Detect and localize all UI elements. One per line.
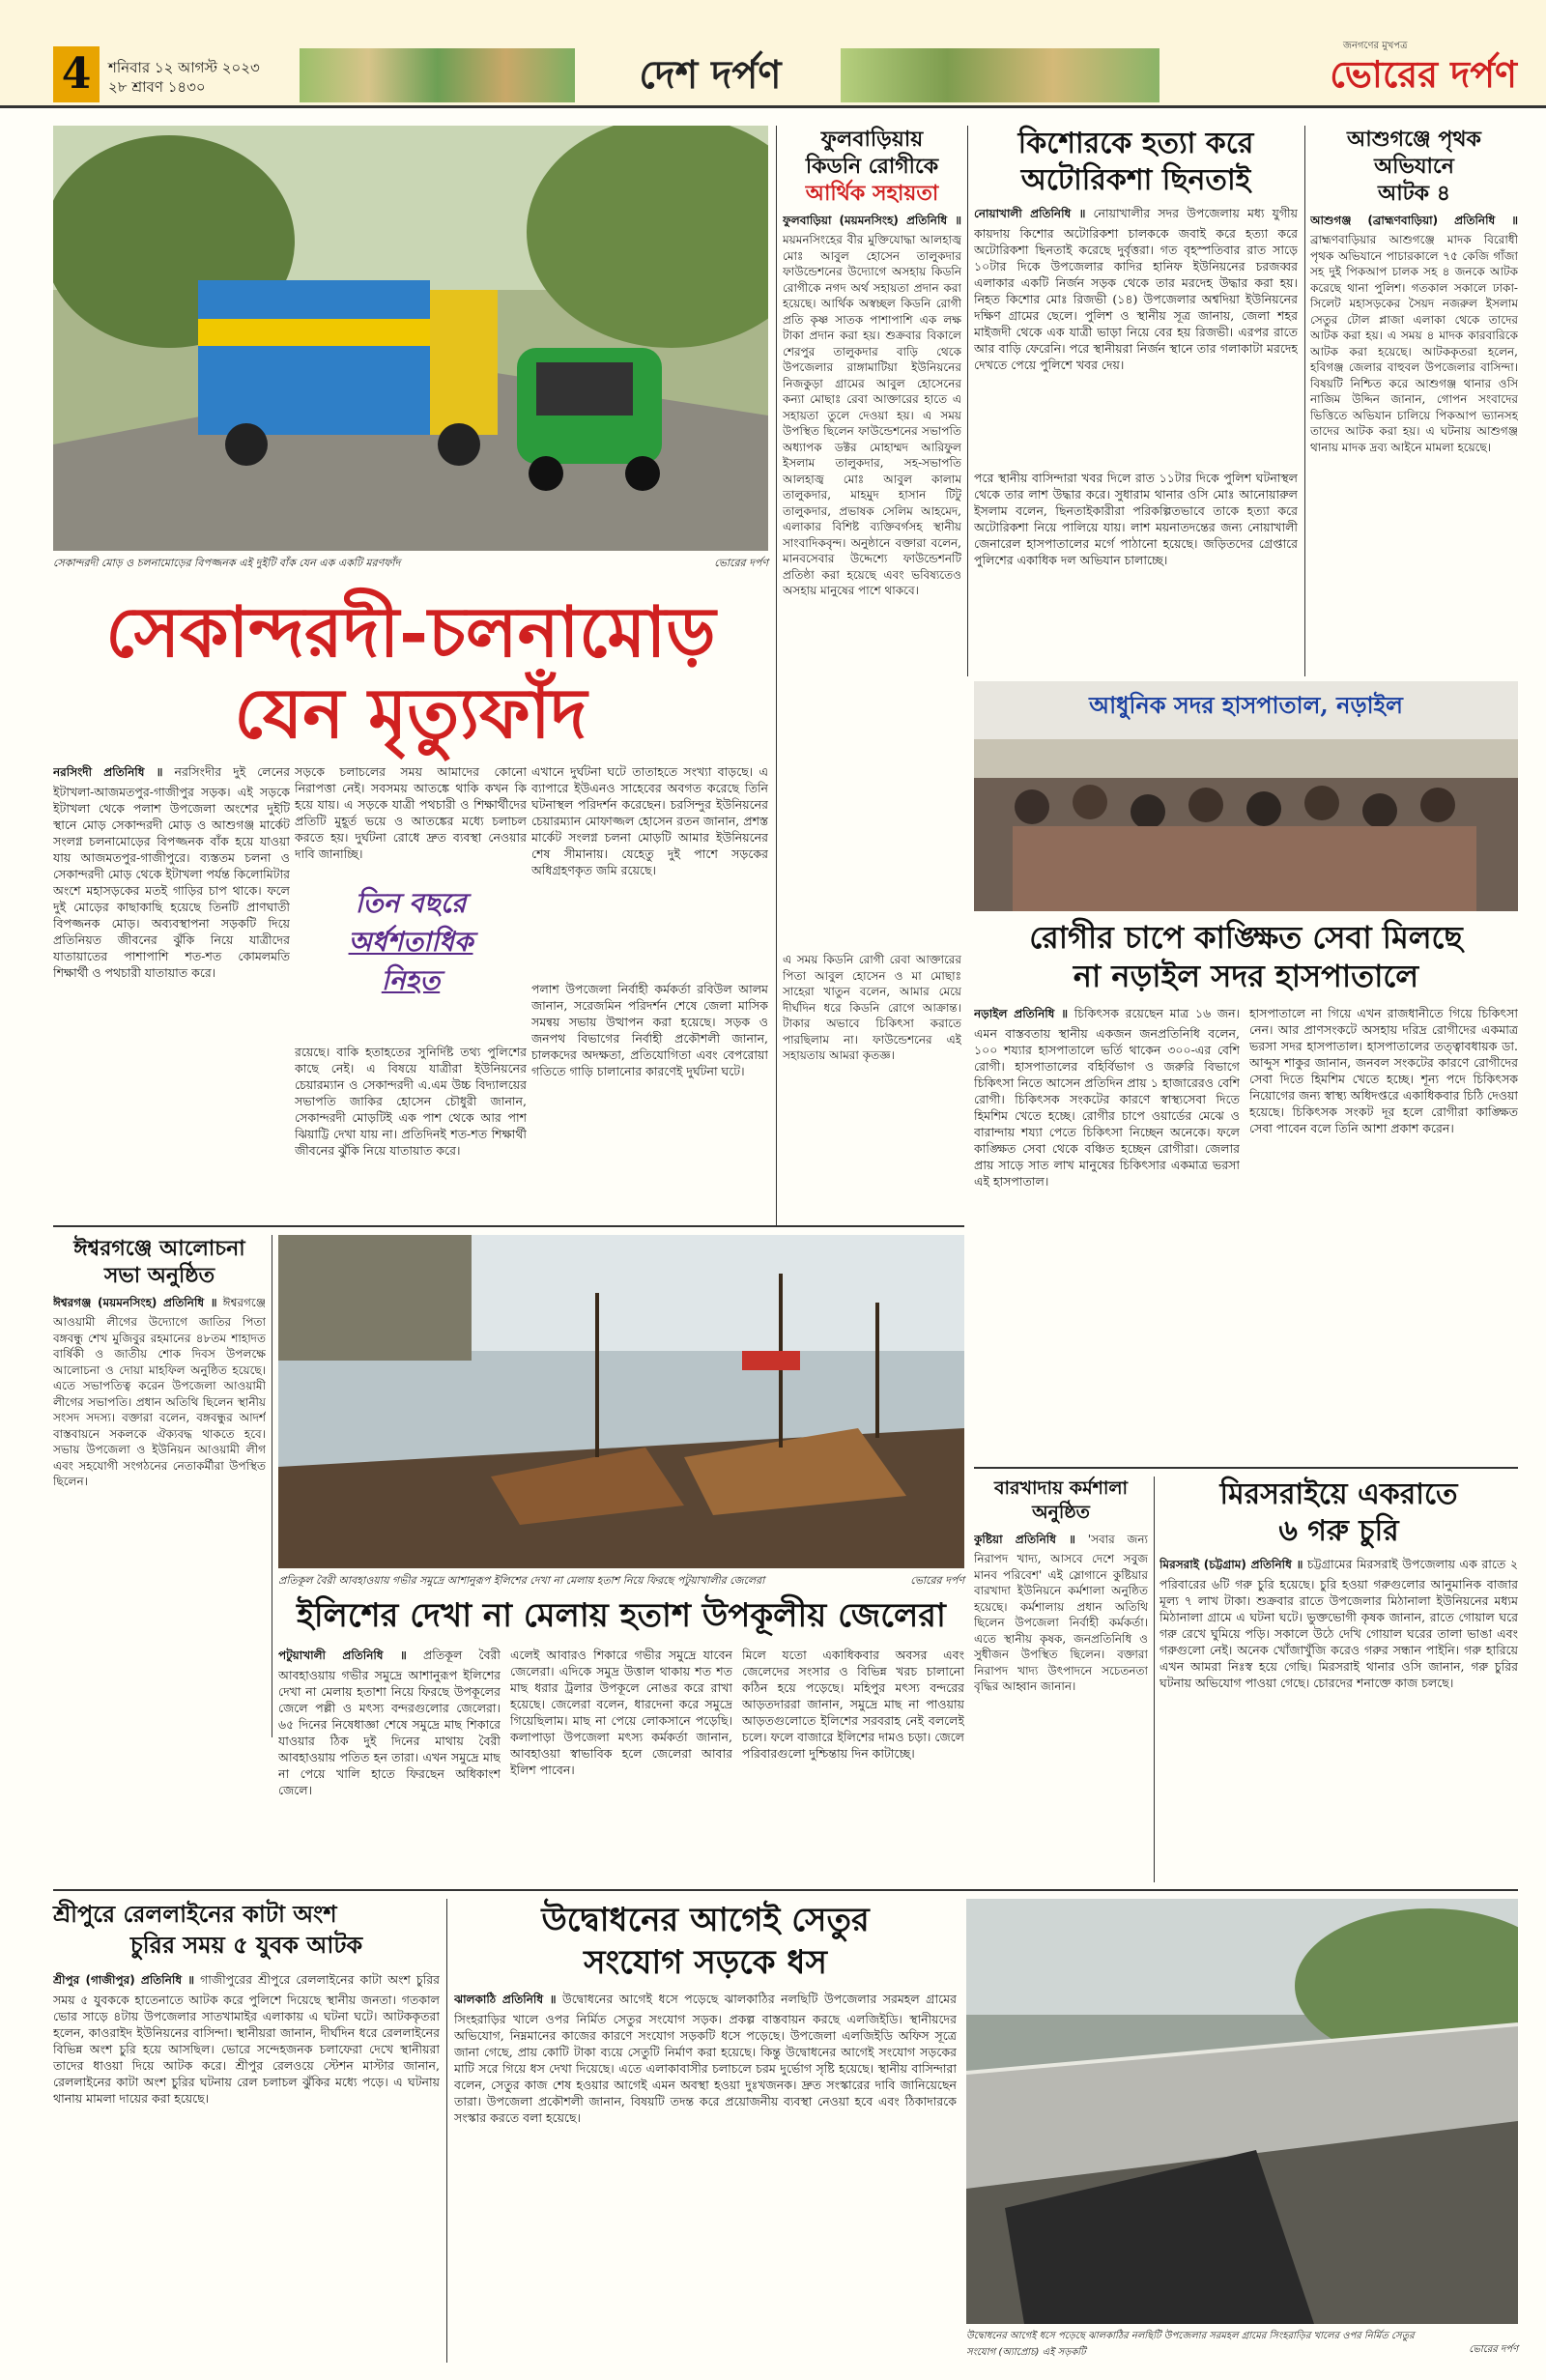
- bridge-photo: [966, 1899, 1518, 2324]
- ashuganj-headline-l1: আশুগঞ্জে পৃথক: [1347, 127, 1481, 152]
- bridge-headline-l1: উদ্বোধনের আগেই সেতুর: [541, 1901, 870, 1939]
- fulbari-text-2: এ সময় কিডনি রোগী রেবা আক্তারের পিতা আবুল হোসেন ও মা মোছাঃ সাহেরা খাতুন বলেন, আমার মেয়ে দীর্ঘদিন ধরে কিডনি রোগে আক্রান্ত। টাকার অভাবে চিকিৎসা করাতে পারছিলাম না। ফাউন্ডেশনের এই সহায়তায় আমরা কৃতজ্ঞ।: [783, 953, 961, 1062]
- lead-photo-image: [53, 126, 768, 551]
- mirsarai-text: চট্টগ্রামের মিরসরাই উপজেলায় এক রাতে ২ পরিবারের ৬টি গরু চুরি হয়েছে। চুরি হওয়া গরুগুলোর আনুমানিক বাজার মূল্য ৭ লাখ টাকা। শুক্রবার রাতে উপজেলার মিঠানালা ইউনিয়নের মধ্যম মিঠানালা গ্রামে এ ঘটনা ঘটে। ভুক্তভোগী কৃষক জানান, রাতে গোয়াল ঘরে গরু রেখে ঘুমিয়ে পড়ি। সকালে উঠে দেখি গোয়াল ঘরের তালা ভাঙা এবং গরুগুলো নেই। অনেক খোঁজাখুঁজি করেও গরুর সন্ধান পাইনি। গরু হারিয়ে এখন আমরা নিঃস্ব হয়ে গেছি। মিরসরাই থানার ওসি জানান, গরু চুরির ঘটনায় অভিযোগ পাওয়া গেছে। চোরদের শনাক্তে কাজ চলছে।: [1160, 1557, 1518, 1690]
- fulbari-headline: [783, 126, 961, 207]
- narail-headline: [974, 918, 1518, 995]
- lead-photo-credit: ভোরের দর্পণ: [714, 557, 768, 569]
- kishore-text-2: পরে স্থানীয় বাসিন্দারা খবর দিলে রাত ১১টার দিকে পুলিশ ঘটনাস্থল থেকে তার লাশ উদ্ধার করে। সুধারাম থানার ওসি মোঃ আনোয়ারুল ইসলাম বলেন, ছিনতাইকারীরা পরিকল্পিতভাবে তাকে হত্যা করে অটোরিকশা নিয়ে পালিয়ে যায়। লাশ ময়নাতদন্তের জন্য নোয়াখালী জেনারেল হাসপাতালের মর্গে পাঠানো হয়েছে। জড়িতদের গ্রেপ্তারে পুলিশের একাধিক দল অভিযান চালাচ্ছে।: [974, 471, 1298, 567]
- lead-photo: [53, 126, 768, 551]
- barkhada-headline: [974, 1477, 1148, 1525]
- narail-col2-text: হাসপাতালে না গিয়ে এখন রাজধানীতে গিয়ে চিকিৎসা নেন। আর প্রাণসংকটে অসহায় দরিদ্র রোগীদের একমাত্র ভরসা সদর হাসপাতাল। হাসপাতালের তত্ত্বাবধায়ক ডা. আব্দুস শাকুর জানান, জনবল সংকটের কারণে রোগীদের সেবা দিতে হিমশিম খেতে হচ্ছে। শূন্য পদে চিকিৎসক নিয়োগের জন্য স্বাস্থ্য অধিদপ্তরে একাধিকবার চিঠি দেওয়া হয়েছে। চিকিৎসক সংকট দূর হলে রোগীরা কাঙ্ক্ষিত সেবা পাবেন বলে তিনি আশা প্রকাশ করেন।: [1249, 1006, 1518, 1135]
- mirsarai-headline-l1: মিরসরাইয়ে একরাতে: [1219, 1477, 1458, 1511]
- divider: [53, 1225, 964, 1227]
- ishwarganj-byline: ঈশ্বরগঞ্জ (ময়মনসিংহ) প্রতিনিধি ॥: [53, 1296, 217, 1309]
- fulbari-headline-l3: আর্থিক সহায়তা: [805, 181, 939, 206]
- lead-photo-caption: সেকান্দরদী মোড় ও চলনামোড়ের বিপজ্জনক এই দুইটি বাঁক যেন এক একটি মরণফাঁদ: [53, 557, 401, 569]
- lead-col1-text: নরসিংদীর দুই লেনের ইটাখলা-আজমতপুর-গাজীপুর সড়ক। এই সড়কে ইটাখলা থেকে পলাশ উপজেলা অংশের দুইটি স্থানে মোড় সেকান্দরদী মোড় ও আশুগঞ্জ মার্কেট সংলগ্ন চলনামোড়ের বিপজ্জনক বাঁক হয়ে যাওয়া যায় আজমতপুর-গাজীপুরে। ব্যস্ততম চলনা ও সেকান্দরদী মোড় থেকে ইটাখলা পর্যন্ত কিলোমিটার অংশে মহাসড়কের মতই গাড়ির চাপ থাকে। ফলে দুই মোড়ের কাছাকাছি হয়েছে তিনটি প্রাণঘাতী বিপজ্জনক মোড়। অব্যবস্থাপনা সড়কটি দিয়ে প্রতিনিয়ত জীবনের ঝুঁকি নিয়ে যাত্রীদের যাতায়াতের পাশাপাশি শত-শত কোমলমতি শিক্ষার্থী ও পথচারী যাতায়াত করে।: [53, 764, 290, 980]
- sreepur-headline: [53, 1899, 440, 1961]
- ilish-body-col2: [510, 1647, 732, 1878]
- barkhada-headline-l1: বারখাদায় কর্মশালা: [993, 1477, 1129, 1499]
- lead-col3-text: এখানে দুর্ঘটনা ঘটে তাতাহতে সংখ্যা বাড়ছে। এ ব্যাপারে ইউএনও সাহেবের অবগত করেছে তিনি ঘটনাস্থল পরিদর্শন করেছেন। চরসিন্দুর ইউনিয়নের চেয়ারম্যান মোফাজ্জল হোসেন রতন জানান, প্রশস্ত মার্কেট সংলগ্ন চলনা মোড়টি আমার ইউনিয়নের শেষ সীমানায়। যেহেতু দুই পাশে সড়কের অধিগ্রহণকৃত জমি রয়েছে।: [531, 764, 768, 877]
- lead-col3b-text: পলাশ উপজেলা নির্বাহী কর্মকর্তা রবিউল আলম জানান, সরেজমিন পরিদর্শন শেষে জেলা মাসিক সমন্বয় সভায় উত্থাপন করা হয়েছে। সড়ক ও জনপথ বিভাগের নির্বাহী প্রকৌশলী জানান, চালকদের অদক্ষতা, প্রতিযোগিতা এবং বেপরোয়া গতিতে গাড়ি চালানোর কারণেই দুর্ঘটনা ঘটে।: [531, 982, 768, 1078]
- pullquote-line2: অর্ধশতাধিক: [348, 926, 473, 958]
- ilish-col1-text: প্রতিকূল বৈরী আবহাওয়ায় গভীর সমুদ্রে আশানুরূপ ইলিশের দেখা না মেলায় হতাশা নিয়ে ফিরছে উপকূলের জেলে পল্লী ও মৎস্য বন্দরগুলোর জেলেরা। ৬৫ দিনের নিষেধাজ্ঞা শেষে সমুদ্রে মাছ শিকারে যাওয়ার ঠিক দুই দিনের মাথায় বৈরী আবহাওয়ায় পতিত হন তারা। এখন সমুদ্রে মাছ না পেয়ে খালি হাতে ফিরছেন অধিকাংশ জেলে।: [278, 1648, 501, 1797]
- ashuganj-headline-l3: আটক ৪: [1378, 181, 1450, 206]
- divider: [53, 1889, 1518, 1891]
- sreepur-body: [53, 1971, 440, 2358]
- ilish-body-col3: [742, 1647, 964, 1878]
- ilish-headline: ইলিশের দেখা না মেলায় হতাশ উপকূলীয় জেলেরা: [297, 1596, 946, 1635]
- bridge-headline: [454, 1899, 957, 1984]
- lead-body-col3: [531, 763, 768, 976]
- barkhada-body: [974, 1532, 1148, 1879]
- bridge-headline-l2: সংযোগ সড়কে ধস: [584, 1943, 827, 1982]
- narail-col1-text: চিকিৎসক রয়েছেন মাত্র ১৬ জন। এমন বাস্তবতায় স্থানীয় একজন জনপ্রতিনিধি বলেন, ১০০ শয্যার হাসপাতালে ভর্তি থাকেন ৩০০-এর বেশি রোগী। হাসপাতালের বহির্বিভাগ ও জরুরি বিভাগে চিকিৎসা নিতে আসেন প্রতিদিন প্রায় ১ হাজারেরও বেশি রোগী। চিকিৎসক সংকটের কারণে স্বাস্থ্যসেবা দিতে হিমশিম খেতে হচ্ছে। রোগীর চাপে ওয়ার্ডের মেঝে ও বারান্দায় শয্যা পেতে চিকিৎসা নিচ্ছেন অনেকে। ফলে কাঙ্ক্ষিত সেবা থেকে বঞ্চিত হচ্ছেন রোগীরা। জেলার প্রায় সাড়ে সাত লাখ মানুষের চিকিৎসার একমাত্র ভরসা এই হাসপাতাল।: [974, 1006, 1240, 1189]
- lead-body-col3b: [531, 981, 768, 1218]
- ashuganj-byline: আশুগঞ্জ (ব্রাহ্মণবাড়িয়া) প্রতিনিধি ॥: [1310, 214, 1518, 227]
- fulbari-byline: ফুলবাড়িয়া (ময়মনসিংহ) প্রতিনিধি ॥: [783, 214, 961, 227]
- narail-body-col1: [974, 1005, 1240, 1459]
- kishore-headline: [974, 126, 1298, 199]
- divider: [967, 126, 968, 676]
- divider: [776, 126, 777, 1227]
- fulbari-text: ময়মনসিংহের বীর মুক্তিযোদ্ধা আলহাজ্ব মোঃ আবুল হোসেন তালুকদার ফাউন্ডেশনের উদ্যোগে অসহায় কিডনি রোগীকে নগদ অর্থ সহায়তা প্রদান করা হয়েছে। আর্থিক অস্বচ্ছল কিডনি রোগী প্রতি কৃষ্ণ সাতক পাশাপাশি এক লক্ষ টাকা প্রদান করা হয়। শুক্রবার বিকালে শেরপুর তালুকদার বাড়ি থেকে উপজেলার রাঙ্গামাটিয়া ইউনিয়নের নিজকুড়া গ্রামের আবুল হোসেনের কন্যা মোছাঃ রেবা আক্তারের হাতে এ সহায়তা তুলে দেওয়া হয়। এ সময় উপস্থিত ছিলেন ফাউন্ডেশনের সভাপতি অধ্যাপক ডক্টর মোহাম্মদ আরিফুল ইসলাম তালুকদার, সহ-সভাপতি আলহাজ্ব মোঃ আবুল কালাম তালুকদার, মাহমুদ হাসান টিটু তালুকদার, প্রভাষক সেলিম আহমেদ, এলাকার বিশিষ্ট ব্যক্তিবর্গসহ স্থানীয় সাংবাদিকবৃন্দ। অনুষ্ঠানে বক্তারা বলেন, মানবসেবার উদ্দেশ্যে ফাউন্ডেশনটি প্রতিষ্ঠা করা হয়েছে এবং ভবিষ্যতেও অসহায় মানুষের পাশে থাকবে।: [783, 233, 961, 597]
- ilish-photo-credit: ভোরের দর্পণ: [910, 1574, 964, 1587]
- narail-headline-l1: রোগীর চাপে কাঙ্ক্ষিত সেবা মিলছে: [1029, 919, 1463, 956]
- masthead-photo-strip-right: [841, 48, 1160, 102]
- ilish-photo: [278, 1235, 964, 1568]
- mirsarai-headline: [1160, 1477, 1518, 1550]
- fulbari-body: [783, 213, 961, 947]
- bridge-photo-caption: উদ্বোধনের আগেই ধসে পড়েছে ঝালকাঠির নলছিটি উপজেলার সরমহল গ্রামের সিংহরাড়ির খালের ওপর নির্মিত সেতুর সংযোগ (অ্যাপ্রোচ) এই সড়কটি: [966, 2331, 1415, 2358]
- narail-byline: নড়াইল প্রতিনিধি ॥: [974, 1007, 1069, 1020]
- date-gregorian: শনিবার ১২ আগস্ট ২০২৩: [108, 59, 260, 76]
- lead-body-col2: [295, 763, 527, 879]
- fulbari-headline-l2: কিডনি রোগীকে: [805, 154, 939, 179]
- lead-body-col2b: [295, 1044, 527, 1218]
- bridge-byline: ঝালকাঠি প্রতিনিধি ॥: [454, 1993, 557, 2006]
- bridge-photo-credit: ভোরের দর্পণ: [1469, 2344, 1518, 2355]
- kishore-body: [974, 205, 1298, 466]
- sreepur-text: গাজীপুরের শ্রীপুরে রেললাইনের কাটা অংশ চুরির সময় ৫ যুবককে হাতেনাতে আটক করে পুলিশে দিয়েছে স্থানীয় জনতা। গতকাল ভোর সাড়ে ৪টায় উপজেলার সাতখামাইর এলাকায় এ ঘটনা ঘটে। আটককৃতরা হলেন, কাওরাইদ ইউনিয়নের বাসিন্দা। স্থানীয়রা জানান, দীর্ঘদিন ধরে রেললাইনের বিভিন্ন অংশ চুরি হয়ে আসছিল। ভোরে সন্দেহজনক চলাফেরা দেখে স্থানীয়রা তাদের ধাওয়া দিয়ে আটক করে। শ্রীপুর রেলওয়ে স্টেশন মাস্টার জানান, রেললাইনের কাটা অংশ চুরির ঘটনায় রেল চলাচল ঝুঁকির মধ্যে পড়ে। এ ঘটনায় থানায় মামলা দায়ের করা হয়েছে।: [53, 1972, 440, 2106]
- lead-headline-line1: সেকান্দরদী-চলনামোড়: [105, 590, 716, 673]
- ishwarganj-headline-l1: ঈশ্বরগঞ্জে আলোচনা: [73, 1236, 245, 1261]
- sreepur-byline: শ্রীপুর (গাজীপুর) প্রতিনিধি ॥: [53, 1973, 195, 1987]
- narail-photo-sign: আধুনিক সদর হাসপাতাল, নড়াইল: [1089, 691, 1403, 719]
- pullquote-line3: নিহত: [381, 964, 441, 996]
- ilish-photo-caption: প্রতিকূল বৈরী আবহাওয়ায় গভীর সমুদ্রে আশানুরূপ ইলিশের দেখা না মেলায় হতাশ নিয়ে ফিরছে পটুয়াখালীর জেলেরা: [278, 1574, 765, 1587]
- ilish-body-col1: [278, 1647, 501, 1878]
- page-number: 4: [53, 46, 100, 102]
- kishore-text: নোয়াখালীর সদর উপজেলায় মধ্য যুগীয় কায়দায় কিশোর অটোরিকশা চালককে জবাই করে হত্যা করে অটোরিকশা ছিনতাই করেছে দুর্বৃত্তরা। গত বৃহস্পতিবার রাত সাড়ে ১০টার দিকে উপজেলার কাদির হানিফ ইউনিয়নের চরজব্বর এলাকার একটি নির্জন সড়ক থেকে তার মরদেহ উদ্ধার করা হয়। নিহত কিশোর মোঃ রিজভী (১৪) উপজেলার অশ্বদিয়া ইউনিয়নের দক্ষিণ গ্রামের ছেলে। পুলিশ ও স্থানীয় সূত্র জানায়, জেলা শহর মাইজদী থেকে এক যাত্রী ভাড়া নিয়ে বের হয় রিজভী। এরপর রাতে আর বাড়ি ফেরেনি। পরে স্থানীয়রা নির্জন স্থানে তার গলাকাটা মরদেহ দেখতে পেয়ে পুলিশে খবর দেয়।: [974, 206, 1298, 372]
- ashuganj-headline-l2: অভিযানে: [1374, 154, 1454, 179]
- masthead-photo-strip-left: [300, 48, 575, 102]
- fulbari-headline-l1: ফুলবাড়িয়ায়: [820, 127, 924, 152]
- ilish-photo-image: [278, 1235, 964, 1568]
- divider: [1304, 126, 1305, 676]
- barkhada-byline: কুষ্টিয়া প্রতিনিধি ॥: [974, 1533, 1075, 1546]
- fulbari-body-2: [783, 952, 961, 1227]
- kishore-headline-l1: কিশোরকে হত্যা করে: [1017, 127, 1254, 160]
- ishwarganj-body: [53, 1295, 266, 1730]
- lead-byline: নরসিংদী প্রতিনিধি ॥: [53, 765, 163, 779]
- date-bengali: ২৮ শ্রাবণ ১৪৩০: [108, 78, 206, 96]
- mirsarai-byline: মিরসরাই (চট্টগ্রাম) প্রতিনিধি ॥: [1160, 1558, 1303, 1571]
- narail-headline-l2: না নড়াইল সদর হাসপাতালে: [1073, 958, 1419, 994]
- lead-pullquote: [295, 884, 527, 1039]
- narail-body-col2: [1249, 1005, 1518, 1459]
- lead-col2b-text: রয়েছে। বাকি হতাহতের সুনির্দিষ্ট তথ্য পুলিশের কাছে নেই। এ বিষয়ে যাত্রীরা ইউনিয়নের চেয়ারম্যান ও সেকান্দরদী এ.এম উচ্চ বিদ্যালয়ের সভাপতি জাকির হোসেন চৌধুরী জানান, সেকান্দরদী মোড়টিই এক পাশ থেকে আর পাশ ঝিয়াট্টি দেখা যায় না। প্রতিদিনই শত-শত শিক্ষার্থী জীবনের ঝুঁকি নিয়ে যাতায়াত করে।: [295, 1045, 527, 1158]
- ashuganj-text: ব্রাহ্মণবাড়িয়ার আশুগঞ্জে মাদক বিরোধী পৃথক অভিযানে পাচারকালে ৭৫ কেজি গাঁজা সহ দুই পিকআপ চালক সহ ৪ জনকে আটক করেছে থানা পুলিশ। গতকাল সকালে ঢাকা-সিলেট মহাসড়কের সৈয়দ নজরুল ইসলাম সেতুর টোল প্লাজা এলাকা থেকে তাদের আটক করা হয়। এ সময় ৪ মাদক কারবারিকে আটক করা হয়েছে। আটককৃতরা হলেন, হবিগঞ্জ জেলার বাহুবল উপজেলার বাসিন্দা। বিষয়টি নিশ্চিত করে আশুগঞ্জ থানার ওসি নাজিম উদ্দিন জানান, গোপন সংবাদের ভিত্তিতে অভিযান চালিয়ে পিকআপ ভ্যানসহ তাদের আটক করা হয়। এ ঘটনায় আশুগঞ্জ থানায় মাদক দ্রব্য আইনে মামলা হয়েছে।: [1310, 233, 1518, 454]
- kishore-byline: নোয়াখালী প্রতিনিধি ॥: [974, 207, 1086, 220]
- ashuganj-body: [1310, 213, 1518, 674]
- divider: [446, 1899, 447, 2363]
- pullquote-line1: তিন বছরে: [355, 887, 467, 919]
- lead-headline-line2: যেন মৃত্যুফাঁদ: [234, 672, 587, 754]
- divider: [974, 1467, 1518, 1469]
- divider: [1154, 1477, 1155, 1882]
- bridge-text: উদ্বোধনের আগেই ধসে পড়েছে ঝালকাঠির নলছিটি উপজেলার সরমহল গ্রামের সিংহরাড়ির খালে ওপর নির্মিত সেতুর সংযোগ সড়ক। প্রকল্প বাস্তবায়ন করছে এলজিইডি। স্থানীয়দের অভিযোগ, নিম্নমানের কাজের কারণে সংযোগ সড়কটি ধসে পড়েছে। উপজেলা এলজিইডি অফিস সূত্রে জানা গেছে, প্রায় কোটি টাকা ব্যয়ে সেতুটি নির্মাণ করা হয়েছে। কিন্তু উদ্বোধনের আগেই সংযোগ সড়কের মাটি সরে গিয়ে ধস দেখা দিয়েছে। এতে এলাকাবাসীর চলাচলে চরম দুর্ভোগ সৃষ্টি হয়েছে। স্থানীয় বাসিন্দারা বলেন, সেতুর কাজ শেষ হওয়ার আগেই এমন অবস্থা হওয়া দুঃখজনক। দ্রুত সংস্কারের দাবি জানিয়েছেন তারা। উপজেলা প্রকৌশলী জানান, বিষয়টি তদন্ত করে প্রয়োজনীয় ব্যবস্থা নেওয়া হবে এবং ঠিকাদারকে সংস্কার করতে বলা হয়েছে।: [454, 1992, 957, 2125]
- ishwarganj-text: ঈশ্বরগঞ্জে আওয়ামী লীগের উদ্যোগে জাতির পিতা বঙ্গবন্ধু শেখ মুজিবুর রহমানের ৪৮তম শাহাদত বার্ষিকী ও জাতীয় শোক দিবস উপলক্ষে আলোচনা ও দোয়া মাহফিল অনুষ্ঠিত হয়েছে। এতে সভাপতিত্ব করেন উপজেলা আওয়ামী লীগের সভাপতি। প্রধান অতিথি ছিলেন স্থানীয় সংসদ সদস্য। বক্তারা বলেন, বঙ্গবন্ধুর আদর্শ বাস্তবায়নে সকলকে ঐক্যবদ্ধ থাকতে হবে। সভায় উপজেলা ও ইউনিয়ন আওয়ামী লীগ এবং সহযোগী সংগঠনের নেতাকর্মীরা উপস্থিত ছিলেন।: [53, 1296, 266, 1488]
- paper-logo: ভোরের দর্পণ: [1330, 52, 1517, 96]
- section-title: দেশ দর্পণ: [639, 52, 782, 98]
- mirsarai-headline-l2: ৬ গরু চুরি: [1278, 1514, 1399, 1548]
- ishwarganj-headline: [53, 1235, 266, 1289]
- mirsarai-body: [1160, 1556, 1518, 1879]
- bridge-photo-image: [966, 1899, 1518, 2324]
- barkhada-headline-l2: অনুষ্ঠিত: [1032, 1502, 1090, 1523]
- barkhada-text: 'সবার জন্য নিরাপদ খাদ্য, আসবে দেশে সবুজ মানব পরিবেশ' এই স্লোগানে কুষ্টিয়ার বারখাদা ইউনিয়নে কর্মশালা অনুষ্ঠিত হয়েছে। কর্মশালায় প্রধান অতিথি ছিলেন উপজেলা নির্বাহী কর্মকর্তা। এতে স্থানীয় কৃষক, জনপ্রতিনিধি ও সুধীজন উপস্থিত ছিলেন। বক্তারা নিরাপদ খাদ্য উৎপাদনে সচেতনতা বৃদ্ধির আহ্বান জানান।: [974, 1533, 1148, 1693]
- lead-col2-text: সড়কে চলাচলের সময় আমাদের কোনো নিরাপত্তা নেই। সবসময় আতঙ্কে থাকি কখন কি হয়ে যায়। এ সড়কে যাত্রী পথচারী ও শিক্ষার্থীদের প্রতিটি মুহূর্ত ভয়ে ও আতঙ্কের মধ্যে চলাচল করতে হয়। দুর্ঘটনা রোধে দ্রুত ব্যবস্থা নেওয়ার দাবি জানাচ্ছি।: [295, 764, 527, 861]
- sreepur-headline-l2: চুরির সময় ৫ যুবক আটক: [129, 1931, 363, 1959]
- ilish-byline: পটুয়াখালী প্রতিনিধি ॥: [278, 1649, 407, 1662]
- kishore-body-2: [974, 470, 1298, 673]
- sreepur-headline-l1: শ্রীপুরে রেললাইনের কাটা অংশ: [53, 1900, 337, 1928]
- paper-tagline: জনগণের মুখপত্র: [1343, 41, 1408, 51]
- bridge-body: [454, 1991, 957, 2363]
- ashuganj-headline: [1310, 126, 1518, 207]
- date-line: [108, 58, 260, 97]
- kishore-headline-l2: অটোরিকশা ছিনতাই: [1020, 163, 1251, 197]
- lead-body-col1: [53, 763, 290, 1218]
- ilish-col2-text: এলেই আবারও শিকারে গভীর সমুদ্রে যাবেন জেলেরা। এদিকে সমুদ্র উত্তাল থাকায় শত শত মাছ ধরার ট্রলার উপকূলে নোঙর করে রাখা হয়েছে। জেলেরা বলেন, ধারদেনা করে সমুদ্রে গিয়েছিলাম। মাছ না পেয়ে লোকসানে পড়েছি। কলাপাড়া উপজেলা মৎস্য কর্মকর্তা জানান, আবহাওয়া স্বাভাবিক হলে জেলেরা আবার ইলিশ পাবেন।: [510, 1648, 732, 1777]
- ilish-col3-text: মিলে যতো একাধিকবার অবসর এবং জেলেদের সংসার ও বিভিন্ন খরচ চালানো কঠিন হয়ে পড়েছে। মহিপুর মৎস্য বন্দরের আড়তদাররা জানান, সমুদ্রে মাছ না পাওয়ায় আড়তগুলোতে ইলিশের সরবরাহ নেই বললেই চলে। ফলে বাজারে ইলিশের দামও চড়া। জেলে পরিবারগুলো দুশ্চিন্তায় দিন কাটাচ্ছে।: [742, 1648, 964, 1761]
- ishwarganj-headline-l2: সভা অনুষ্ঠিত: [103, 1263, 215, 1288]
